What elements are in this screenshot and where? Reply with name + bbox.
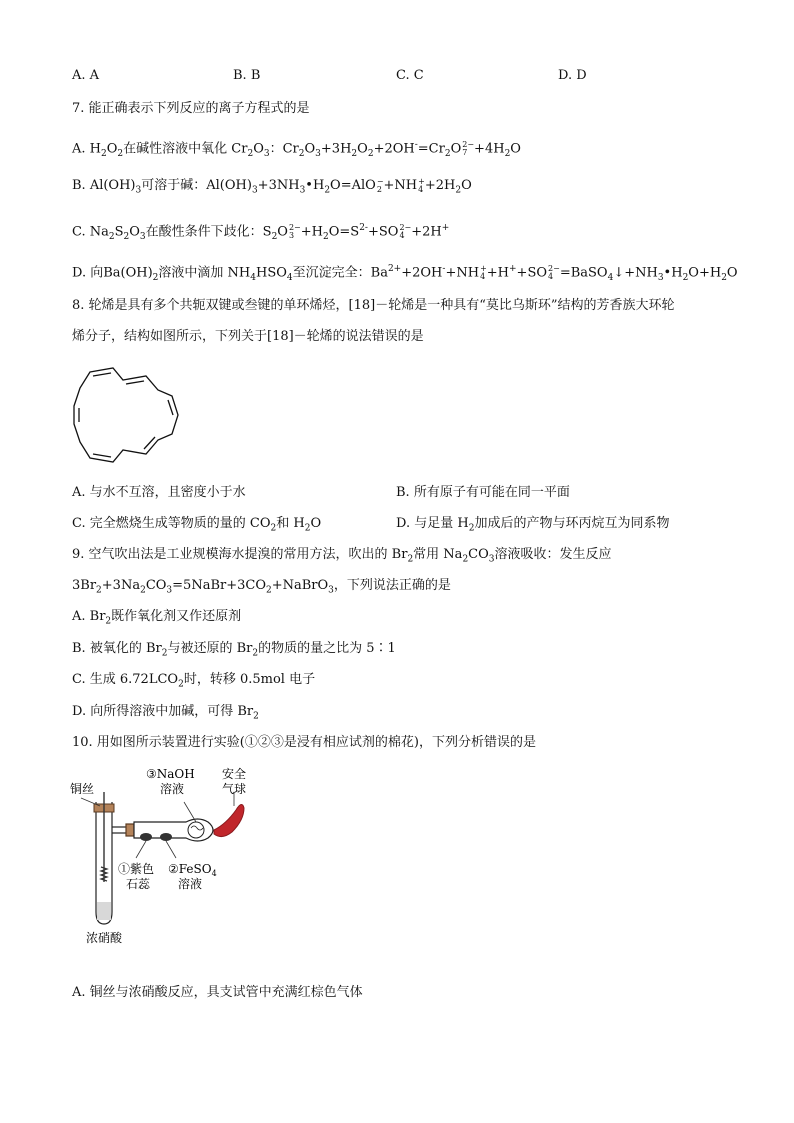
q9-option-b: B. 被氧化的 $Br_2$与被还原的 $Br_2$的物质的量之比为 5∶1: [72, 641, 396, 659]
naoh-label-line2: 溶液: [160, 782, 185, 796]
annulene-double-bonds: [79, 373, 173, 457]
naoh-label-line1: ③NaOH: [146, 767, 195, 781]
q9-stem-line2: $3Br_2+3Na_2CO_3=5NaBr+3CO_2+NaBrO_3$，下列说法正确的是: [72, 578, 451, 596]
q8-option-b: B. 所有原子有可能在同一平面: [396, 485, 570, 500]
side-arm: [112, 824, 134, 836]
q8-option-a: A. 与水不互溶，且密度小于水: [72, 485, 246, 500]
cotton-feso4: [160, 833, 172, 841]
q8-stem-line2: 烯分子，结构如图所示，下列关于[18]－轮烯的说法错误的是: [72, 329, 424, 344]
q7-option-b: B. $Al(OH)_3$可溶于碱：$Al(OH)_3+3NH_3•H_2O=AlO$ − 2 +NH + 4 $+2H_2O$: [72, 176, 472, 196]
balloon-label-line1: 安全: [222, 767, 247, 781]
q9-option-a: A. $Br_2$既作氧化剂又作还原剂: [72, 609, 242, 627]
feso4-label-line1: ②FeSO$_4$: [168, 862, 217, 878]
litmus-label-line1: ①紫色: [118, 862, 155, 876]
q8-stem-line1: 8. 轮烯是具有多个共轭双键或叁键的单环烯烃，[18]－轮烯是一种具有“莫比乌斯环”结构的芳香族大环轮: [72, 298, 675, 313]
copper-wire-label: 铜丝: [70, 782, 95, 796]
q6-option-d: D. D: [558, 68, 587, 83]
q10-stem: 10. 用如图所示装置进行实验(①②③是浸有相应试剂的棉花)，下列分析错误的是: [72, 735, 536, 750]
litmus-label-line2: 石蕊: [126, 877, 151, 891]
q9-stem-line1: 9. 空气吹出法是工业规模海水提溴的常用方法，吹出的 $Br_2$常用 $Na_2CO_3$溶液吸收：发生反应: [72, 547, 612, 565]
cotton-litmus: [140, 833, 152, 841]
cotton-naoh: [188, 822, 204, 838]
annulene-structure-figure: [68, 360, 188, 470]
q7-option-c: C. $Na_2S_2O_3$在酸性条件下歧化：$S_2O$ 2− 3 $+H_2O=S^{2-}+SO$ 2− 4 +2H+: [72, 222, 450, 242]
q7-option-d: D. 向$Ba(OH)_2$溶液中滴加 $NH_4HSO_4$至沉淀完全：$Ba^{2+}+2OH^-+NH$ + 4 +H++SO 2− 4 $=BaSO_4↓+NH_3•H_2O+H_2O$: [72, 263, 738, 283]
q6-option-c: C. C: [396, 68, 424, 83]
apparatus-figure: [66, 762, 266, 947]
feso4-label-line2: 溶液: [178, 877, 203, 891]
q9-option-c: C. 生成 $6.72LCO_2$时，转移 0.5mol 电子: [72, 672, 316, 690]
q8-option-c: C. 完全燃烧生成等物质的量的 $CO_2$和 $H_2O$: [72, 516, 322, 534]
q10-option-a: A. 铜丝与浓硝酸反应，具支试管中充满红棕色气体: [72, 985, 363, 1000]
annulene-ring: [74, 368, 178, 462]
acid-liquid: [97, 902, 111, 920]
q6-option-b: B. B: [233, 68, 261, 83]
balloon-label-line2: 气球: [222, 782, 247, 796]
q7-option-a: A. $H_2O_2$在碱性溶液中氧化 $Cr_2O_3$：$Cr_2O_3+3H_2O_2+2OH^-=Cr_2O$ 2− 7 $+4H_2O$: [72, 139, 521, 159]
acid-label: 浓硝酸: [86, 931, 123, 945]
q6-option-a: A. A: [72, 68, 100, 83]
q8-option-d: D. 与足量 $H_2$加成后的产物与环丙烷互为同系物: [396, 516, 670, 534]
q9-option-d: D. 向所得溶液中加碱，可得 $Br_2$: [72, 704, 259, 722]
safety-balloon: [214, 804, 244, 836]
q7-stem: 7. 能正确表示下列反应的离子方程式的是: [72, 101, 310, 116]
